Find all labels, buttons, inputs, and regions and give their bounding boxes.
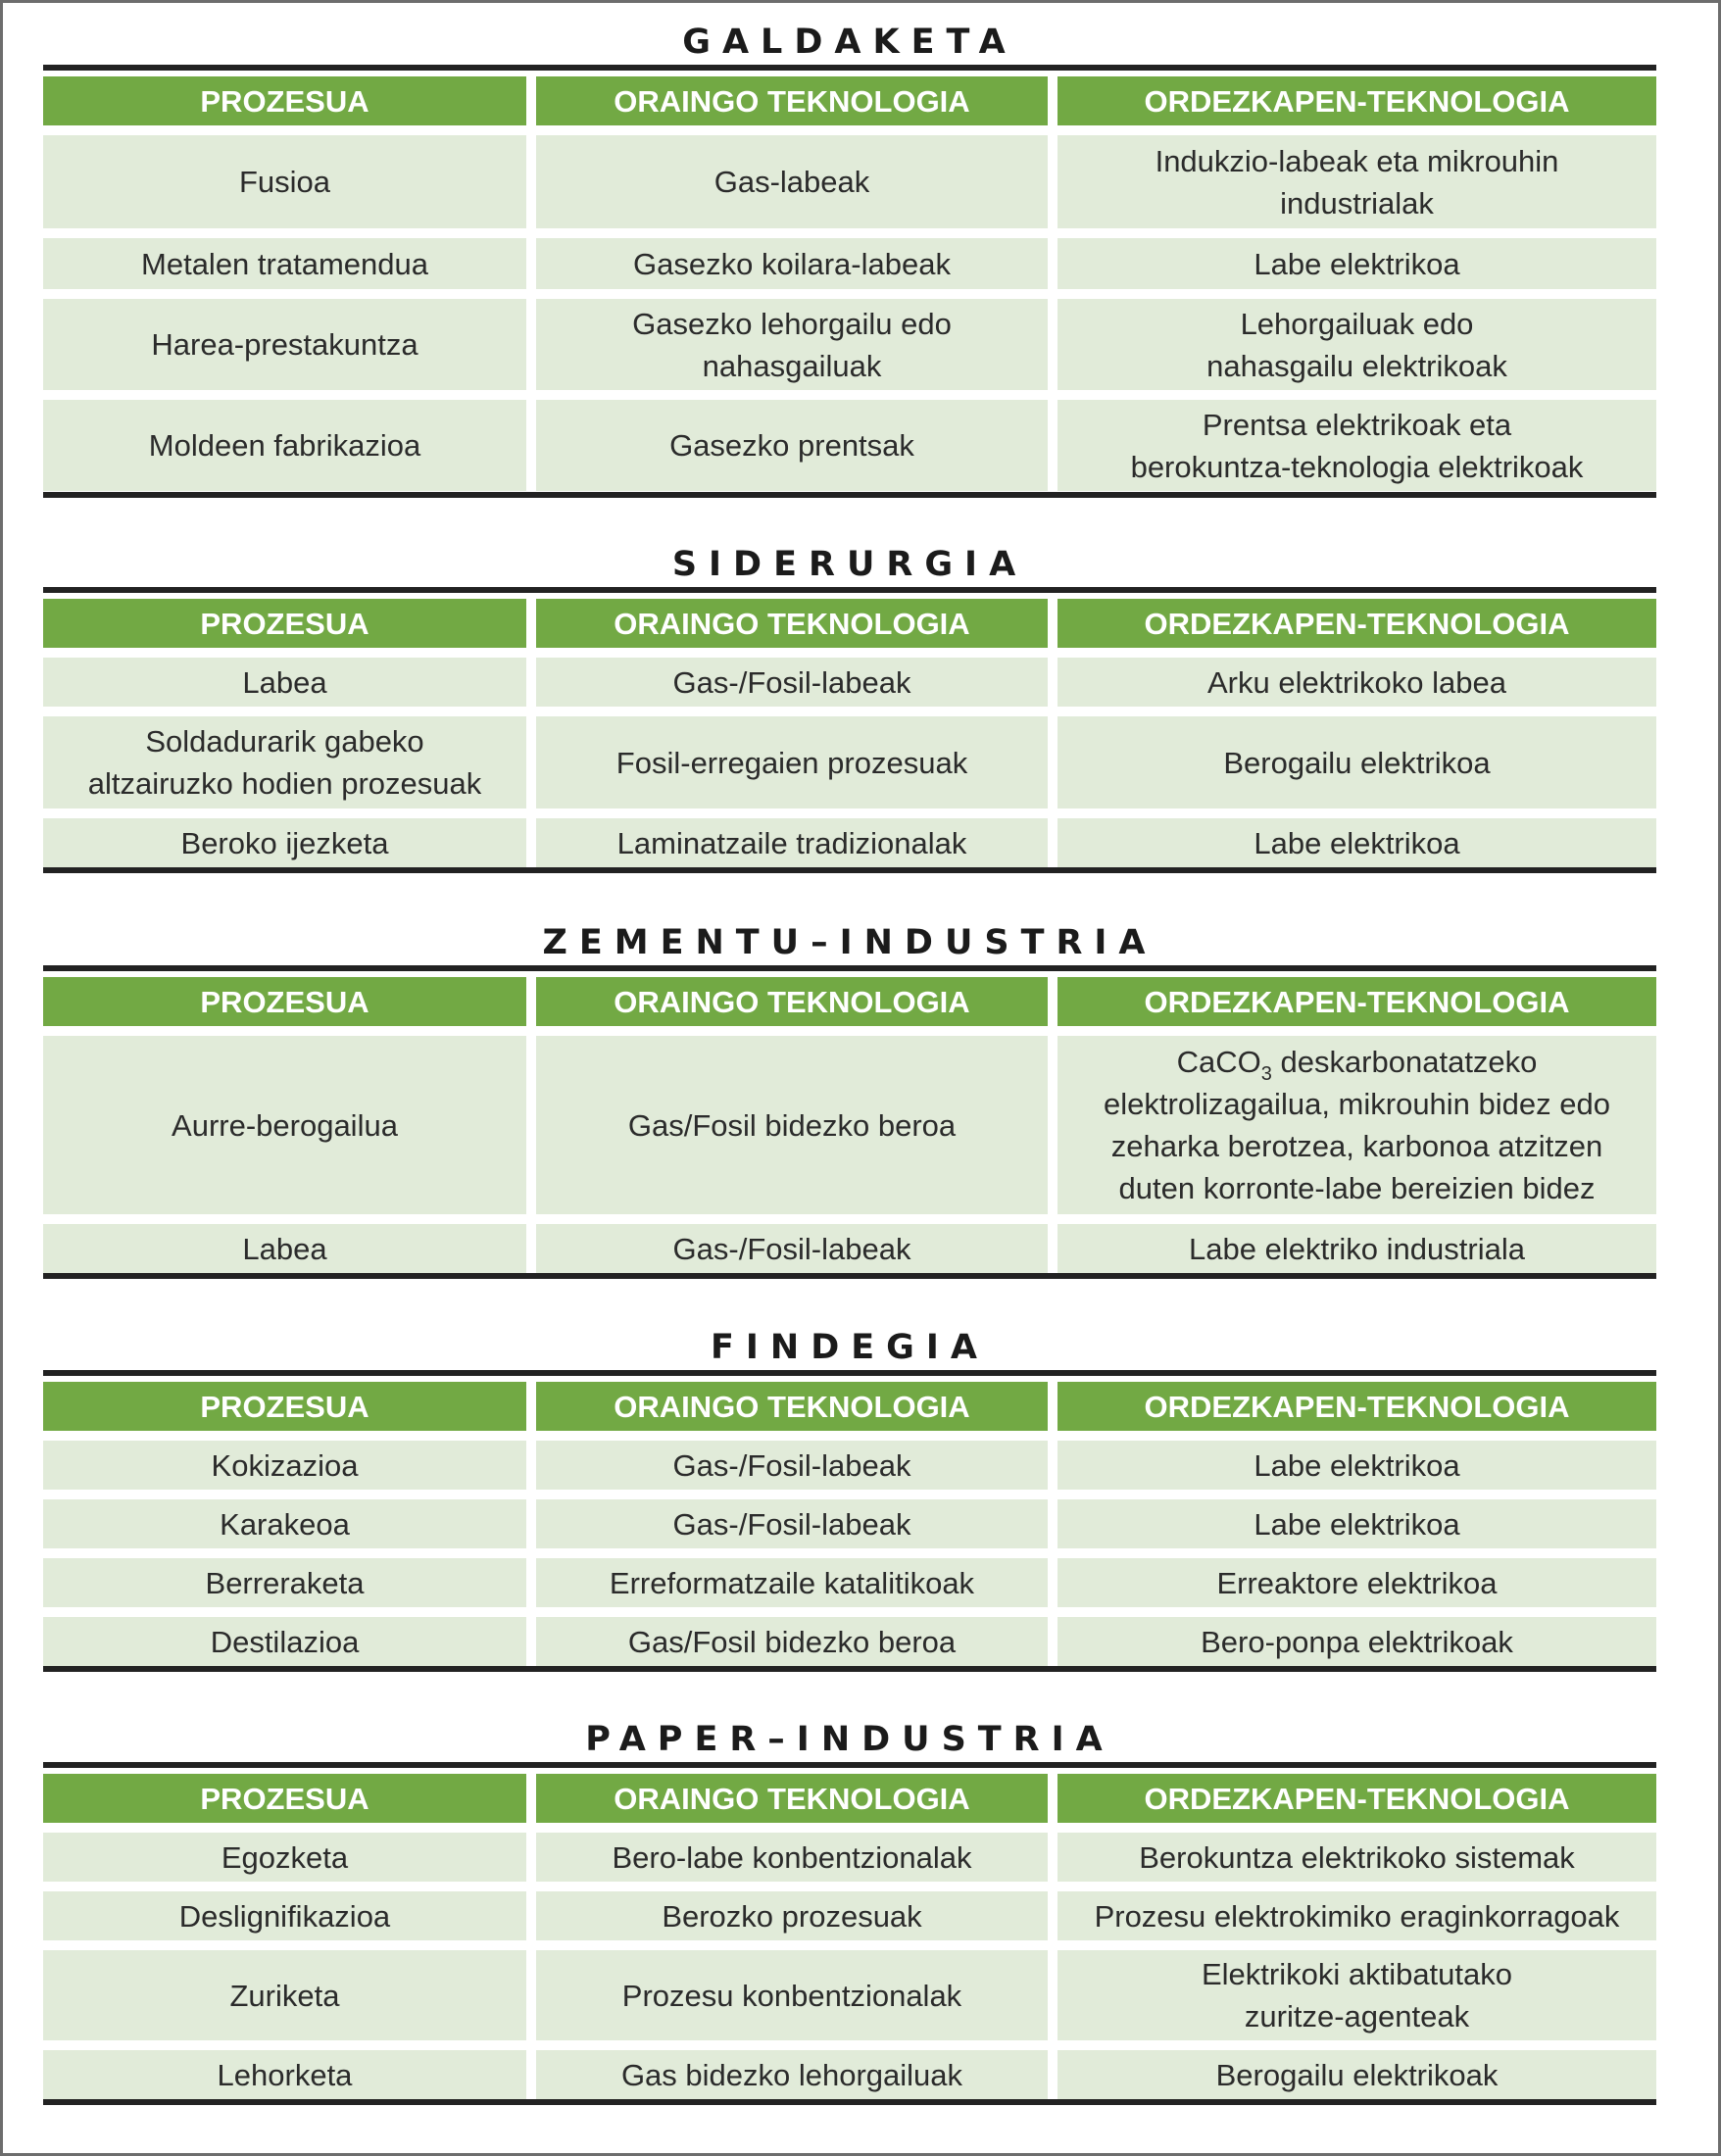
table-row: [43, 716, 1656, 808]
header-replacement: ORDEZKAPEN-TEKNOLOGIA: [1057, 1774, 1656, 1823]
section-galdaketa: [43, 18, 1656, 503]
table-row: [43, 1833, 1656, 1882]
cell-replacement: Labe elektrikoa: [1057, 1441, 1656, 1490]
cell-process: Berreraketa: [43, 1558, 526, 1607]
cell-process: Labea: [43, 1224, 526, 1273]
header-replacement: ORDEZKAPEN-TEKNOLOGIA: [1057, 599, 1656, 648]
cell-process: Deslignifikazioa: [43, 1891, 526, 1940]
cell-process: Egozketa: [43, 1833, 526, 1882]
header-replacement: ORDEZKAPEN-TEKNOLOGIA: [1057, 977, 1656, 1026]
rule: [43, 65, 1656, 71]
header-current: ORAINGO TEKNOLOGIA: [536, 1774, 1048, 1823]
header-row: [43, 977, 1656, 1026]
cell-current: Gasezko lehorgailu edo nahasgailuak: [536, 299, 1048, 390]
cell-current: Gas-/Fosil-labeak: [536, 658, 1048, 707]
cell-current: Gas/Fosil bidezko beroa: [536, 1617, 1048, 1666]
rule: [43, 1370, 1656, 1376]
cell-replacement: Berokuntza elektrikoko sistemak: [1057, 1833, 1656, 1882]
cell-current: Gas-/Fosil-labeak: [536, 1224, 1048, 1273]
cell-replacement: Lehorgailuak edo nahasgailu elektrikoak: [1057, 299, 1656, 390]
cell-replacement: Labe elektrikoa: [1057, 238, 1656, 289]
header-process: PROZESUA: [43, 1774, 526, 1823]
header-process: PROZESUA: [43, 599, 526, 648]
cell-current: Prozesu konbentzionalak: [536, 1950, 1048, 2040]
cell-process: Metalen tratamendua: [43, 238, 526, 289]
cell-current: Bero-labe konbentzionalak: [536, 1833, 1048, 1882]
cell-process: Labea: [43, 658, 526, 707]
rule: [43, 867, 1656, 873]
cell-replacement: Labe elektrikoa: [1057, 1499, 1656, 1548]
cell-current: Gas-labeak: [536, 135, 1048, 228]
header-replacement: ORDEZKAPEN-TEKNOLOGIA: [1057, 76, 1656, 125]
table-row: [43, 1224, 1656, 1273]
cell-process: Soldadurarik gabeko altzairuzko hodien prozesuak: [43, 716, 526, 808]
header-row: [43, 599, 1656, 648]
section-title: GALDAKETA: [682, 23, 1017, 62]
table-row: [43, 1499, 1656, 1548]
header-row: [43, 76, 1656, 125]
cell-current: Berozko prozesuak: [536, 1891, 1048, 1940]
table-row: [43, 238, 1656, 289]
cell-current: Gas/Fosil bidezko beroa: [536, 1036, 1048, 1214]
cell-replacement: Prozesu elektrokimiko eraginkorragoak: [1057, 1891, 1656, 1940]
cell-process: Zuriketa: [43, 1950, 526, 2040]
header-row: [43, 1774, 1656, 1823]
cell-replacement: Arku elektrikoko labea: [1057, 658, 1656, 707]
cell-replacement: Elektrikoki aktibatutako zuritze-agenteak: [1057, 1950, 1656, 2040]
cell-replacement: Prentsa elektrikoak eta berokuntza-teknologia elektrikoak: [1057, 400, 1656, 491]
cell-replacement: Berogailu elektrikoak: [1057, 2050, 1656, 2099]
cell-process: Beroko ijezketa: [43, 818, 526, 867]
section-zementu: [43, 918, 1656, 1286]
header-current: ORAINGO TEKNOLOGIA: [536, 1382, 1048, 1431]
table-row: [43, 1950, 1656, 2040]
header-current: ORAINGO TEKNOLOGIA: [536, 599, 1048, 648]
cell-process: Aurre-berogailua: [43, 1036, 526, 1214]
cell-current: Gas bidezko lehorgailuak: [536, 2050, 1048, 2099]
table-row: [43, 1891, 1656, 1940]
table-row: [43, 818, 1656, 867]
cell-current: Laminatzaile tradizionalak: [536, 818, 1048, 867]
header-current: ORAINGO TEKNOLOGIA: [536, 76, 1048, 125]
cell-replacement: Labe elektrikoa: [1057, 818, 1656, 867]
cell-process: Destilazioa: [43, 1617, 526, 1666]
section-findegia: [43, 1323, 1656, 1686]
table-row: [43, 1036, 1656, 1214]
table-row: [43, 400, 1656, 491]
cell-current: Gasezko prentsak: [536, 400, 1048, 491]
table-row: [43, 1617, 1656, 1666]
cell-current: Gas-/Fosil-labeak: [536, 1441, 1048, 1490]
header-process: PROZESUA: [43, 977, 526, 1026]
cell-replacement: Indukzio-labeak eta mikrouhin industrialak: [1057, 135, 1656, 228]
cell-process: Karakeoa: [43, 1499, 526, 1548]
section-title: PAPER–INDUSTRIA: [585, 1720, 1114, 1759]
header-row: [43, 1382, 1656, 1431]
cell-process: Harea-prestakuntza: [43, 299, 526, 390]
rule: [43, 587, 1656, 593]
cell-current: Gas-/Fosil-labeak: [536, 1499, 1048, 1548]
cell-current: Gasezko koilara-labeak: [536, 238, 1048, 289]
section-title: SIDERURGIA: [671, 545, 1028, 584]
header-process: PROZESUA: [43, 76, 526, 125]
cell-replacement: Erreaktore elektrikoa: [1057, 1558, 1656, 1607]
header-current: ORAINGO TEKNOLOGIA: [536, 977, 1048, 1026]
table-row: [43, 299, 1656, 390]
rule: [43, 1762, 1656, 1768]
cell-process: Moldeen fabrikazioa: [43, 400, 526, 491]
cell-replacement: Labe elektriko industriala: [1057, 1224, 1656, 1273]
table-row: [43, 2050, 1656, 2099]
section-title: FINDEGIA: [710, 1328, 990, 1367]
section-title: ZEMENTU–INDUSTRIA: [542, 923, 1157, 962]
rule: [43, 1666, 1656, 1672]
table-row: [43, 1441, 1656, 1490]
rule: [43, 965, 1656, 971]
header-replacement: ORDEZKAPEN-TEKNOLOGIA: [1057, 1382, 1656, 1431]
table-row: [43, 1558, 1656, 1607]
section-siderurgia: [43, 540, 1656, 883]
cell-process: Kokizazioa: [43, 1441, 526, 1490]
cell-replacement: Bero-ponpa elektrikoak: [1057, 1617, 1656, 1666]
rule: [43, 1273, 1656, 1279]
cell-process: Fusioa: [43, 135, 526, 228]
cell-process: Lehorketa: [43, 2050, 526, 2099]
rule: [43, 492, 1656, 498]
rule: [43, 2099, 1656, 2105]
cell-replacement: Berogailu elektrikoa: [1057, 716, 1656, 808]
section-paper: [43, 1715, 1656, 2117]
cell-replacement: CaCO$_3$ deskarbonatatzeko elektrolizagailua, mikrouhin bidez edo zeharka berotzea, karbonoa atzitzen duten korronte-labe bereizien bidez: [1057, 1036, 1656, 1214]
cell-current: Fosil-erregaien prozesuak: [536, 716, 1048, 808]
table-row: [43, 135, 1656, 228]
cell-current: Erreformatzaile katalitikoak: [536, 1558, 1048, 1607]
header-process: PROZESUA: [43, 1382, 526, 1431]
table-row: [43, 658, 1656, 707]
